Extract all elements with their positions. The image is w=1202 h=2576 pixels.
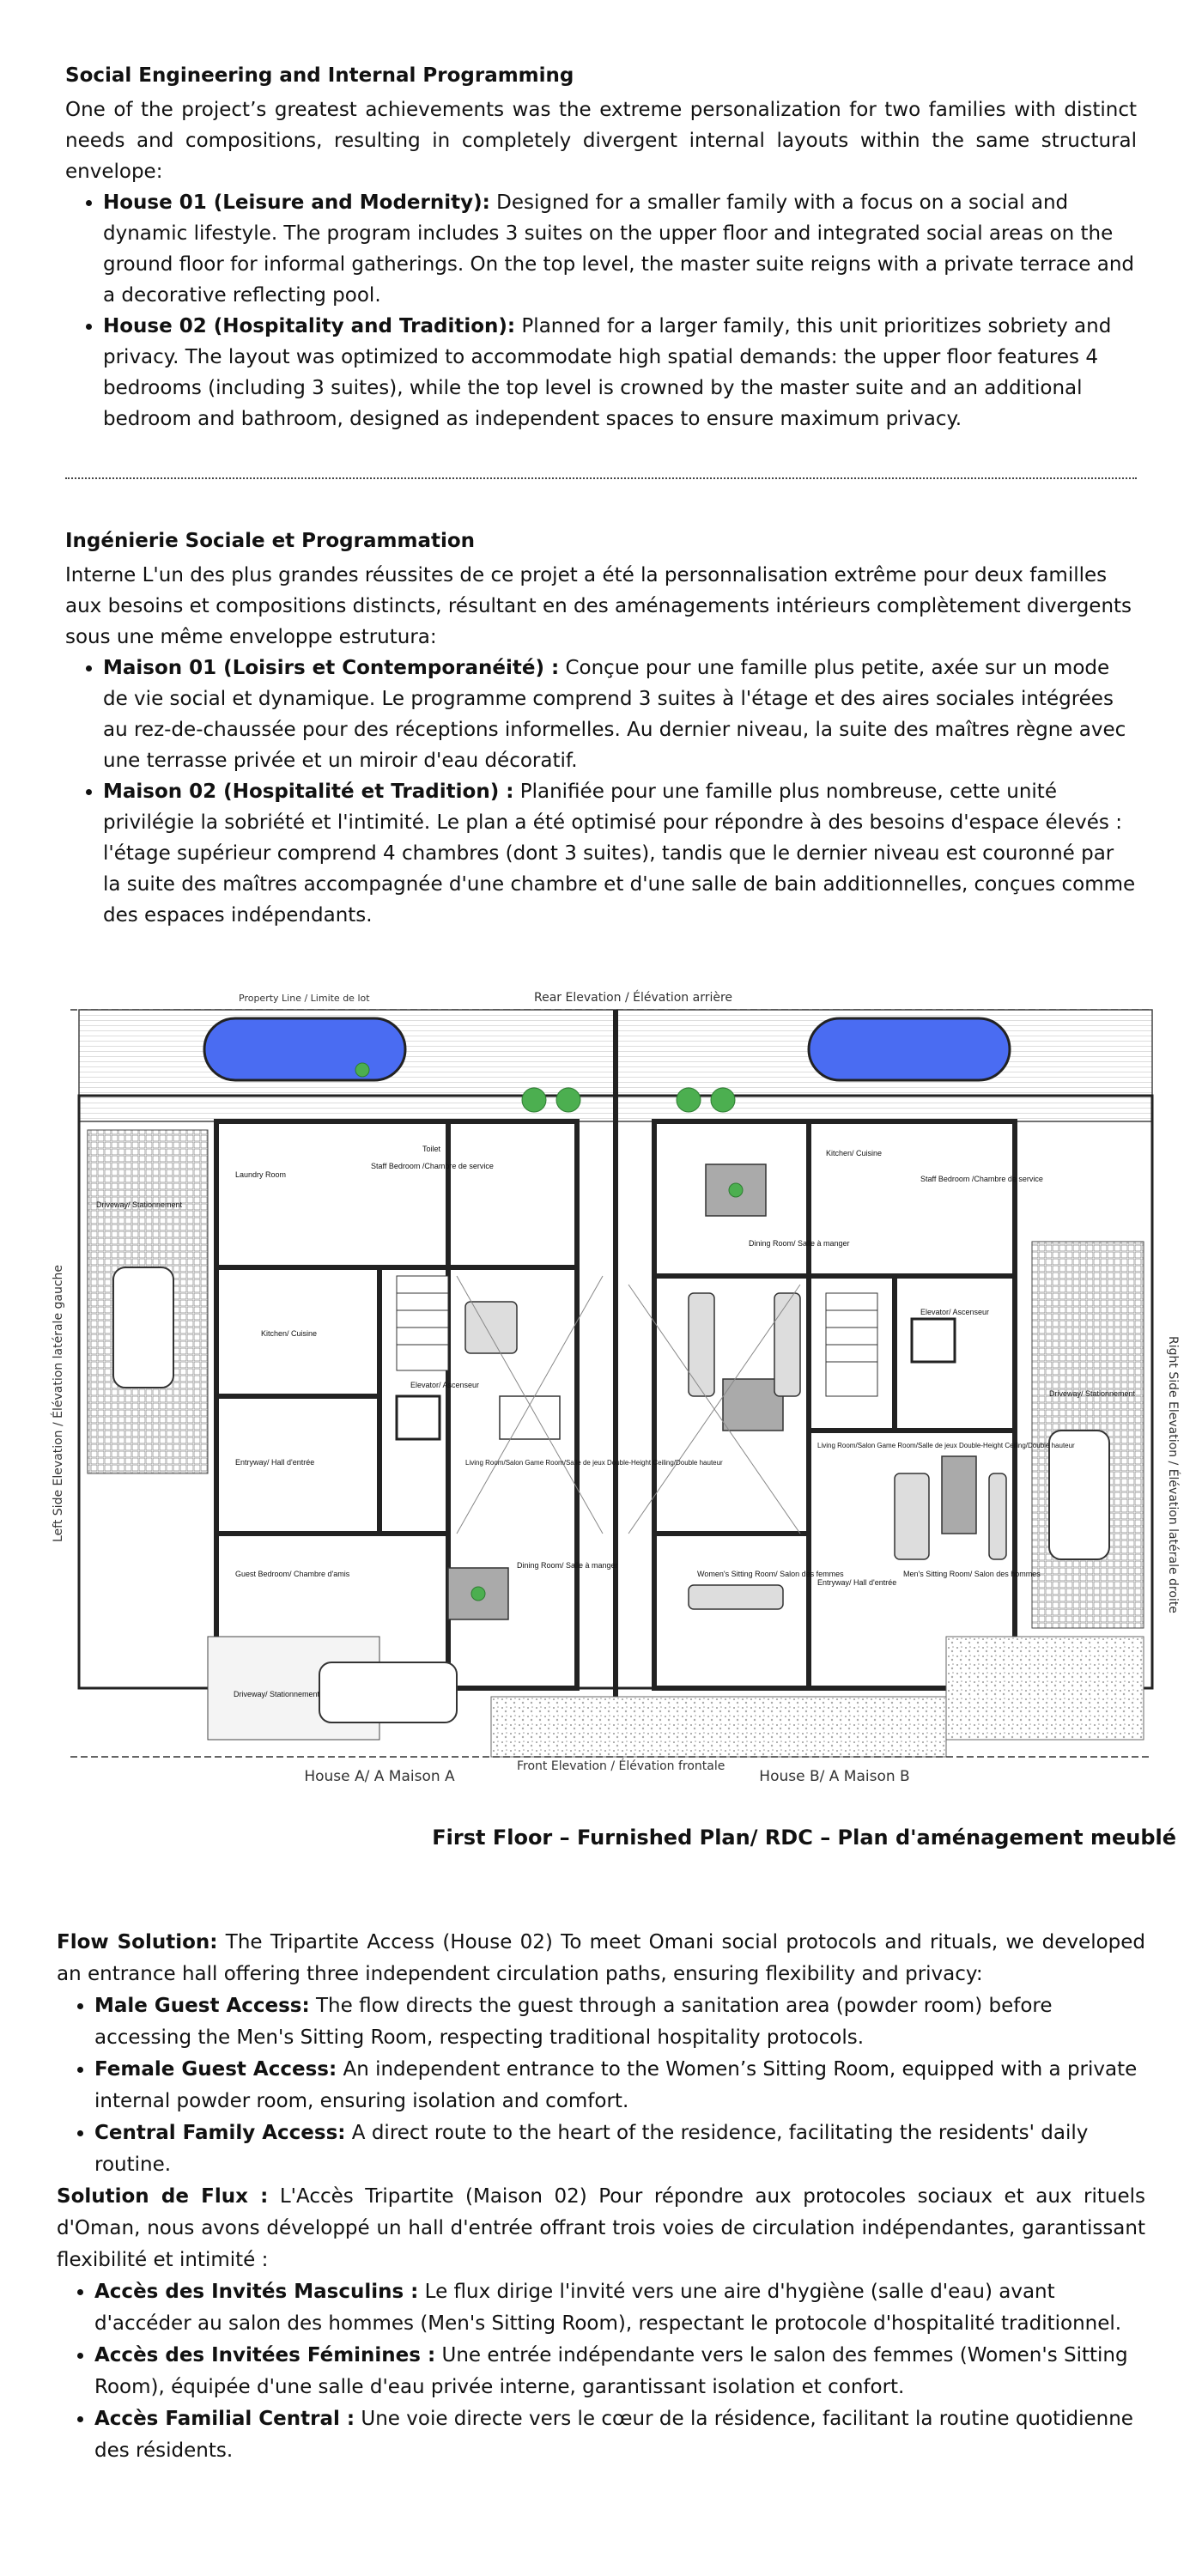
room-living-a: Living Room/Salon Game Room/Salle de jeux Double-Height Ceiling/Double hauteur: [465, 1459, 723, 1467]
list-item: • Maison 01 (Loisirs et Contemporanéité) : Conçue pour une famille plus petite, axée sur un mode de vie social et dynamique. Le programme comprend 3 suites à l'étage et des aires sociales intégrées au rez-de-chaussée pour des réceptions informelles. Au dernier niveau, la suite des maîtres règne avec une terrasse privée et un miroir d'eau décoratif.: [103, 653, 1137, 776]
list-item: • House 02 (Hospitality and Tradition): Planned for a larger family, this unit prioritizes sobriety and privacy. The layout was optimized to accommodate high spatial demands: the upper floor features 4 bedrooms (including 3 suites), while the top level is crowned by the master suite and an additional bedroom and bathroom, designed as independent spaces to ensure maximum privacy.: [103, 311, 1137, 434]
list-fr: [65, 653, 1137, 931]
room-staff-b: Staff Bedroom /Chambre de service: [920, 1175, 1043, 1183]
room-dining-b: Dining Room/ Salle à manger: [749, 1239, 850, 1248]
room-mens: Men's Sitting Room/ Salon des hommes: [903, 1570, 1041, 1578]
room-laundry: Laundry Room: [235, 1170, 287, 1179]
room-dining-a: Dining Room/ Salle à manger: [517, 1561, 618, 1570]
flow-list-fr: [57, 2276, 1145, 2467]
list-item: • Central Family Access: A direct route to the heart of the residence, facilitating the residents' daily routine.: [94, 2117, 1145, 2181]
plan-caption: First Floor – Furnished Plan/ RDC – Plan d'aménagement meublé: [432, 1826, 1176, 1850]
list-item: • Accès des Invitées Féminines : Une entrée indépendante vers le salon des femmes (Women's Sitting Room), équipée d'une salle d'eau privée interne, garantissant isolation et confort.: [94, 2340, 1145, 2403]
list-en: [65, 187, 1137, 434]
room-toilet-a: Toilet: [422, 1145, 441, 1153]
room-womens: Women's Sitting Room/ Salon des femmes: [697, 1570, 844, 1578]
list-item: • Male Guest Access: The flow directs the guest through a sanitation area (powder room) before accessing the Men's Sitting Room, respecting traditional hospitality protocols.: [94, 1990, 1145, 2054]
pool-b: [809, 1018, 1010, 1080]
room-entryway-a: Entryway/ Hall d'entrée: [235, 1458, 315, 1467]
list-item: • House 01 (Leisure and Modernity): Designed for a smaller family with a focus on a social and dynamic lifestyle. The program includes 3 suites on the upper floor and integrated social areas on the ground floor for informal gatherings. On the top level, the master suite reigns with a private terrace and a decorative reflecting pool.: [103, 187, 1137, 311]
room-driveway-a: Driveway/ Stationnement: [96, 1200, 183, 1209]
flow-intro-en: Flow Solution: The Tripartite Access (House 02) To meet Omani social protocols and rituals, we developed an entrance hall offering three independent circulation paths, ensuring flexibility and privacy:: [57, 1931, 1146, 1985]
house-b-label: House B/ A Maison B: [759, 1768, 910, 1785]
room-staff-a: Staff Bedroom /Chambre de service: [371, 1162, 494, 1170]
pool-a: [204, 1018, 405, 1080]
list-item: • Accès Familial Central : Une voie directe vers le cœur de la résidence, facilitant la routine quotidienne des résidents.: [94, 2403, 1145, 2467]
property-line-label: Property Line / Limite de lot: [239, 993, 370, 1004]
car-b: [1049, 1431, 1109, 1559]
room-guest-a: Guest Bedroom/ Chambre d'amis: [235, 1570, 350, 1578]
section-en: [65, 60, 1137, 434]
flow-list-en: [57, 1990, 1145, 2181]
right-elevation-label: Right Side Elevation / Élévation latérale droite: [1166, 1336, 1180, 1613]
room-elevator-b: Elevator/ Ascenseur: [920, 1308, 990, 1316]
room-driveway-front-a: Driveway/ Stationnement: [234, 1690, 320, 1698]
room-elevator-a: Elevator/ Ascenseur: [410, 1381, 480, 1389]
flow-intro-fr: Solution de Flux : L'Accès Tripartite (Maison 02) Pour répondre aux protocoles sociaux et aux rituels d'Oman, nous avons développé un hall d'entrée offrant trois voies de circulation indépendantes, garantissant flexibilité et intimité :: [57, 2185, 1145, 2271]
intro-en: One of the project’s greatest achievements was the extreme personalization for two families with distinct needs and compositions, resulting in completely divergent internal layouts within the same structural envelope:: [65, 99, 1137, 183]
list-item: • Accès des Invités Masculins : Le flux dirige l'invité vers une aire d'hygiène (salle d'eau) avant d'accéder au salon des hommes (Men's Sitting Room), respectant le protocole d'hospitalité traditionnel.: [94, 2276, 1145, 2340]
front-elevation-label: Front Elevation / Élévation frontale: [517, 1759, 725, 1773]
room-kitchen-a: Kitchen/ Cuisine: [261, 1329, 318, 1338]
heading-fr: Ingénierie Sociale et Programmation: [65, 530, 476, 552]
rear-elevation-label: Rear Elevation / Élévation arrière: [534, 991, 733, 1005]
section-fr: [65, 526, 1137, 931]
room-living-b: Living Room/Salon Game Room/Salle de jeux Double-Height Ceiling/Double hauteur: [817, 1442, 1075, 1449]
car-a: [113, 1267, 173, 1388]
list-item: • Maison 02 (Hospitalité et Tradition) : Planifiée pour une famille plus nombreuse, cette unité privilégie la sobriété et l'intimité. Le plan a été optimisé pour répondre à des besoins d'espace élevés : l'étage supérieur comprend 4 chambres (dont 3 suites), tandis que le dernier niveau est couronné par la suite des maîtres accompagnée d'une chambre et d'une salle de bain additionnelles, conçues comme des espaces indépendants.: [103, 776, 1137, 931]
room-kitchen-b: Kitchen/ Cuisine: [826, 1149, 883, 1157]
intro-fr: Interne L'un des plus grandes réussites de ce projet a été la personnalisation extrême pour deux familles aux besoins et compositions distincts, résultant en des aménagements intérieurs complètement divergents sous une même enveloppe estrutura:: [65, 564, 1132, 648]
floor-plan-drawing: [36, 984, 1178, 1783]
left-elevation-label: Left Side Elevation / Élévation latérale gauche: [52, 1264, 65, 1542]
dotted-divider: [65, 477, 1137, 479]
list-item: • Female Guest Access: An independent entrance to the Women’s Sitting Room, equipped with a private internal powder room, ensuring isolation and comfort.: [94, 2054, 1145, 2117]
heading-en: Social Engineering and Internal Programming: [65, 64, 574, 87]
room-entryway-b: Entryway/ Hall d'entrée: [817, 1578, 897, 1587]
section-flow: [57, 1927, 1145, 2467]
car-a-front: [319, 1662, 457, 1722]
room-driveway-b: Driveway/ Stationnement: [1049, 1389, 1136, 1398]
house-a-label: House A/ A Maison A: [304, 1768, 455, 1785]
